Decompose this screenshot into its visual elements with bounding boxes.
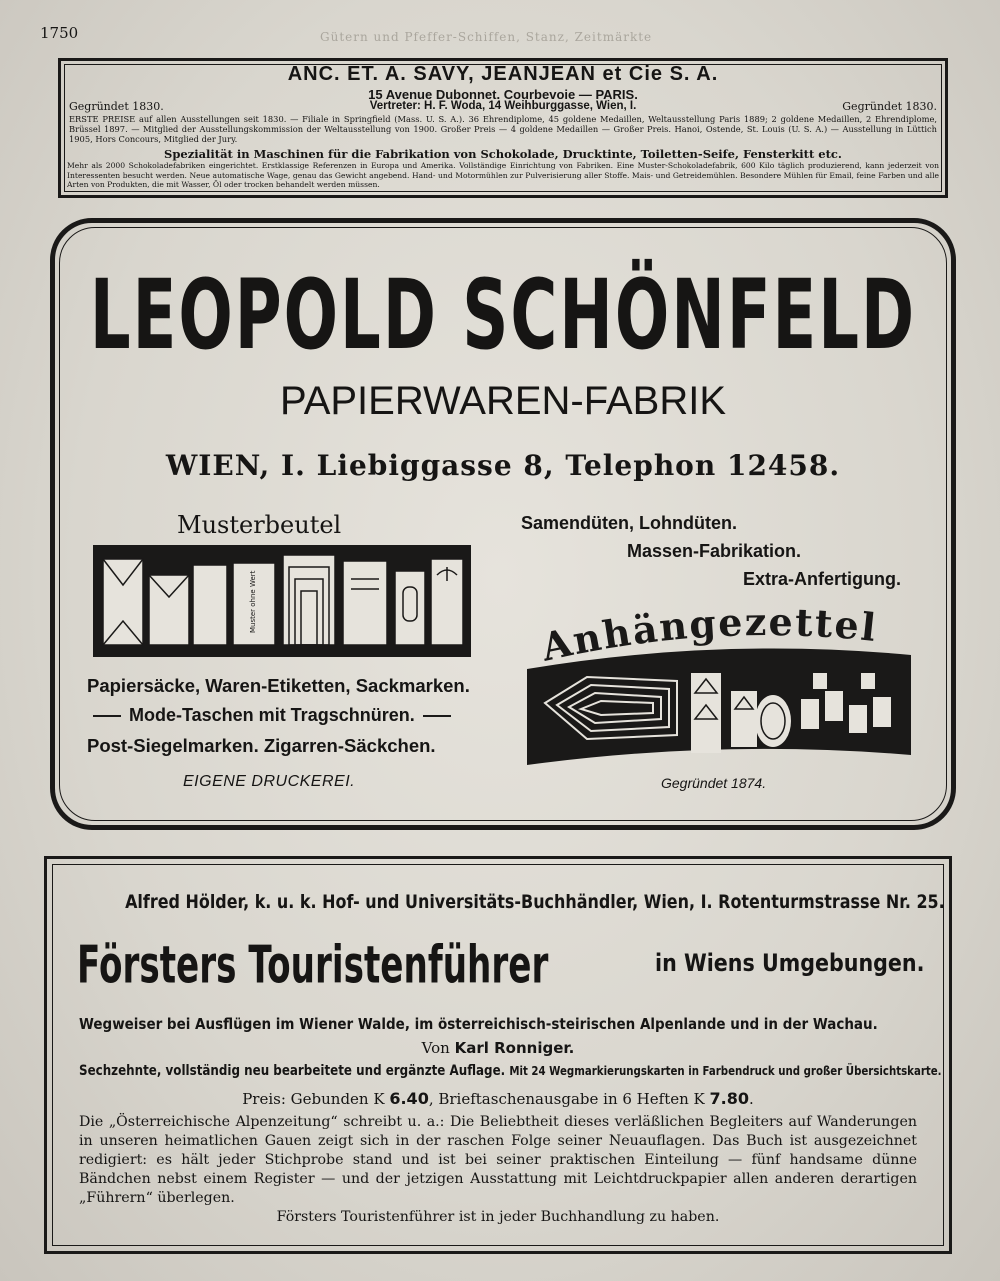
price-bound: 6.40 bbox=[389, 1089, 429, 1108]
tags-illustration bbox=[527, 643, 911, 767]
advert-savy-jeanjean bbox=[58, 58, 948, 198]
review-body: Die „Österreichische Alpenzeitung“ schreibt u. a.: Die Beliebtheit dieses verläßlichen Begleiters auf Wanderungen in unseren heimatlichen Gauen zeigt sich in der raschen Folge seiner Neuauflagen. Das Buch ist ausgezeichnet redigiert: es hält jeder Stichprobe stand und ist bei seiner praktischen Einteilung — fünf handsame dünne Bändchen nebst einem Register — und der jetzigen Ausstattung mit Leichtdruckpapier allen anderen derartigen „Führern“ überlegen. bbox=[79, 1114, 917, 1206]
book-subtitle: Wegweiser bei Ausflügen im Wiener Walde, im österreichisch-steirischen Alpenlande und in der Wachau. bbox=[79, 1015, 878, 1033]
price-prefix: Preis: Gebunden K bbox=[242, 1090, 385, 1108]
product-line-left-2 bbox=[85, 705, 479, 726]
product-line-left-1: Papiersäcke, Waren-Etiketten, Sackmarken. bbox=[87, 675, 470, 696]
dash-left bbox=[93, 715, 121, 717]
details-text: Mehr als 2000 Schokoladefabriken eingerichtet. Erstklassige Referenzen in Europa und Amerika. Vollständige Einrichtung von Fabriken. Eine Muster-Schokoladefabrik, 600 Kilo täglich produzierend, kann jederzeit von Interessenten besucht werden. Neue automatische Wage, genau das Gewicht angebend. Hand- und Motormühlen zur Pulverisierung aller Stoffe. Mais- und Getreidemühlen. Besondere Mühlen für Email, feine Farben und alle Arten von Produkten, die mit Wasser, Öl oder trocken behandelt werden müssen. bbox=[67, 161, 939, 189]
founded-left: Gegründet 1830. bbox=[69, 100, 164, 113]
price-mid: , Brieftaschenausgabe in 6 Heften K bbox=[428, 1090, 705, 1108]
closing-line: Försters Touristenführer ist in jeder Buchhandlung zu haben. bbox=[276, 1209, 720, 1225]
advert-schoenfeld bbox=[50, 218, 956, 830]
price-pocket: 7.80 bbox=[709, 1089, 749, 1108]
product-line-right-1: Samendüten, Lohndüten. bbox=[521, 513, 737, 533]
dash-right bbox=[423, 715, 451, 717]
price-end: . bbox=[749, 1090, 754, 1108]
sample-bags-illustration bbox=[93, 545, 471, 657]
product-line-right-3: Extra-Anfertigung. bbox=[743, 569, 902, 589]
musterbeutel-heading: Musterbeutel bbox=[177, 511, 342, 539]
firm-name: LEOPOLD SCHÖNFELD bbox=[89, 261, 917, 372]
own-printing: EIGENE DRUCKEREI. bbox=[183, 773, 356, 790]
review-text bbox=[79, 1113, 917, 1227]
advert-hoelder bbox=[44, 856, 952, 1254]
book-title-suffix: in Wiens Umgebungen. bbox=[655, 949, 925, 977]
author-name: Karl Ronniger. bbox=[454, 1039, 575, 1057]
edition-line bbox=[79, 1063, 942, 1079]
page-number: 1750 bbox=[40, 24, 79, 42]
product-line-left-3: Post-Siegelmarken. Zigarren-Säckchen. bbox=[87, 735, 436, 756]
product-line-left-2-text: Mode-Taschen mit Tragschnüren. bbox=[129, 705, 415, 725]
firm-name: ANC. ET. A. SAVY, JEANJEAN et Cie S. A. bbox=[287, 63, 719, 85]
founded: Gegründet 1874. bbox=[661, 775, 767, 791]
founded-right: Gegründet 1830. bbox=[842, 100, 937, 113]
author-prefix: Von bbox=[421, 1039, 450, 1057]
price-line bbox=[47, 1089, 949, 1108]
firm-address: WIEN, I. Liebiggasse 8, Telephon 12458. bbox=[165, 449, 841, 482]
book-title bbox=[77, 935, 925, 995]
specialty-line: Spezialität in Maschinen für die Fabrikation von Schokolade, Drucktinte, Toiletten-Seife, Fensterkitt etc. bbox=[164, 147, 842, 161]
tags-title-text: Anhängezettel bbox=[537, 598, 880, 670]
prizes-text: ERSTE PREISE auf allen Ausstellungen seit 1830. — Filiale in Springfield (Mass. U. S. A.). 36 Ehrendiplome, 45 goldene Medaillen, Weltausstellung Paris 1889; 2 goldene Medaillen, 2 Ehrendiplome, Brüssel 1897. — Mitglied der Ausstellungskommission der Weltausstellung von 1900. Großer Preis — 4 goldene Medaillen — Großer Preis. Hanoi, Ostende, St. Louis (U. S. A.) — Ausstellung in Lüttich 1905, Hors Concours, Mitglied der Jury. bbox=[69, 114, 937, 144]
publisher-line bbox=[47, 891, 949, 913]
book-author bbox=[47, 1039, 949, 1057]
edition-text: Sechzehnte, vollständig neu bearbeitete und ergänzte Auflage. bbox=[79, 1063, 506, 1079]
book-title-main: Försters Touristenführer bbox=[77, 935, 549, 995]
publisher-text: Alfred Hölder, k. u. k. Hof- und Universitäts-Buchhändler, Wien, I. Rotenturmstrasse Nr. 25. bbox=[125, 891, 945, 913]
edition-maps: Mit 24 Wegmarkierungskarten in Farbendruck und großer Übersichtskarte. bbox=[509, 1064, 942, 1078]
bag-label: Muster ohne Wert bbox=[249, 570, 257, 633]
firm-type: PAPIERWAREN-FABRIK bbox=[279, 379, 726, 423]
representative: Vertreter: H. F. Woda, 14 Weihburggasse, Wien, I. bbox=[369, 100, 637, 112]
product-line-right-2: Massen-Fabrikation. bbox=[627, 541, 802, 561]
running-head: Gütern und Pfeffer-Schiffen, Stanz, Zeitmärkte bbox=[320, 30, 653, 44]
firm-address: 15 Avenue Dubonnet. Courbevoie — PARIS. bbox=[368, 87, 638, 102]
